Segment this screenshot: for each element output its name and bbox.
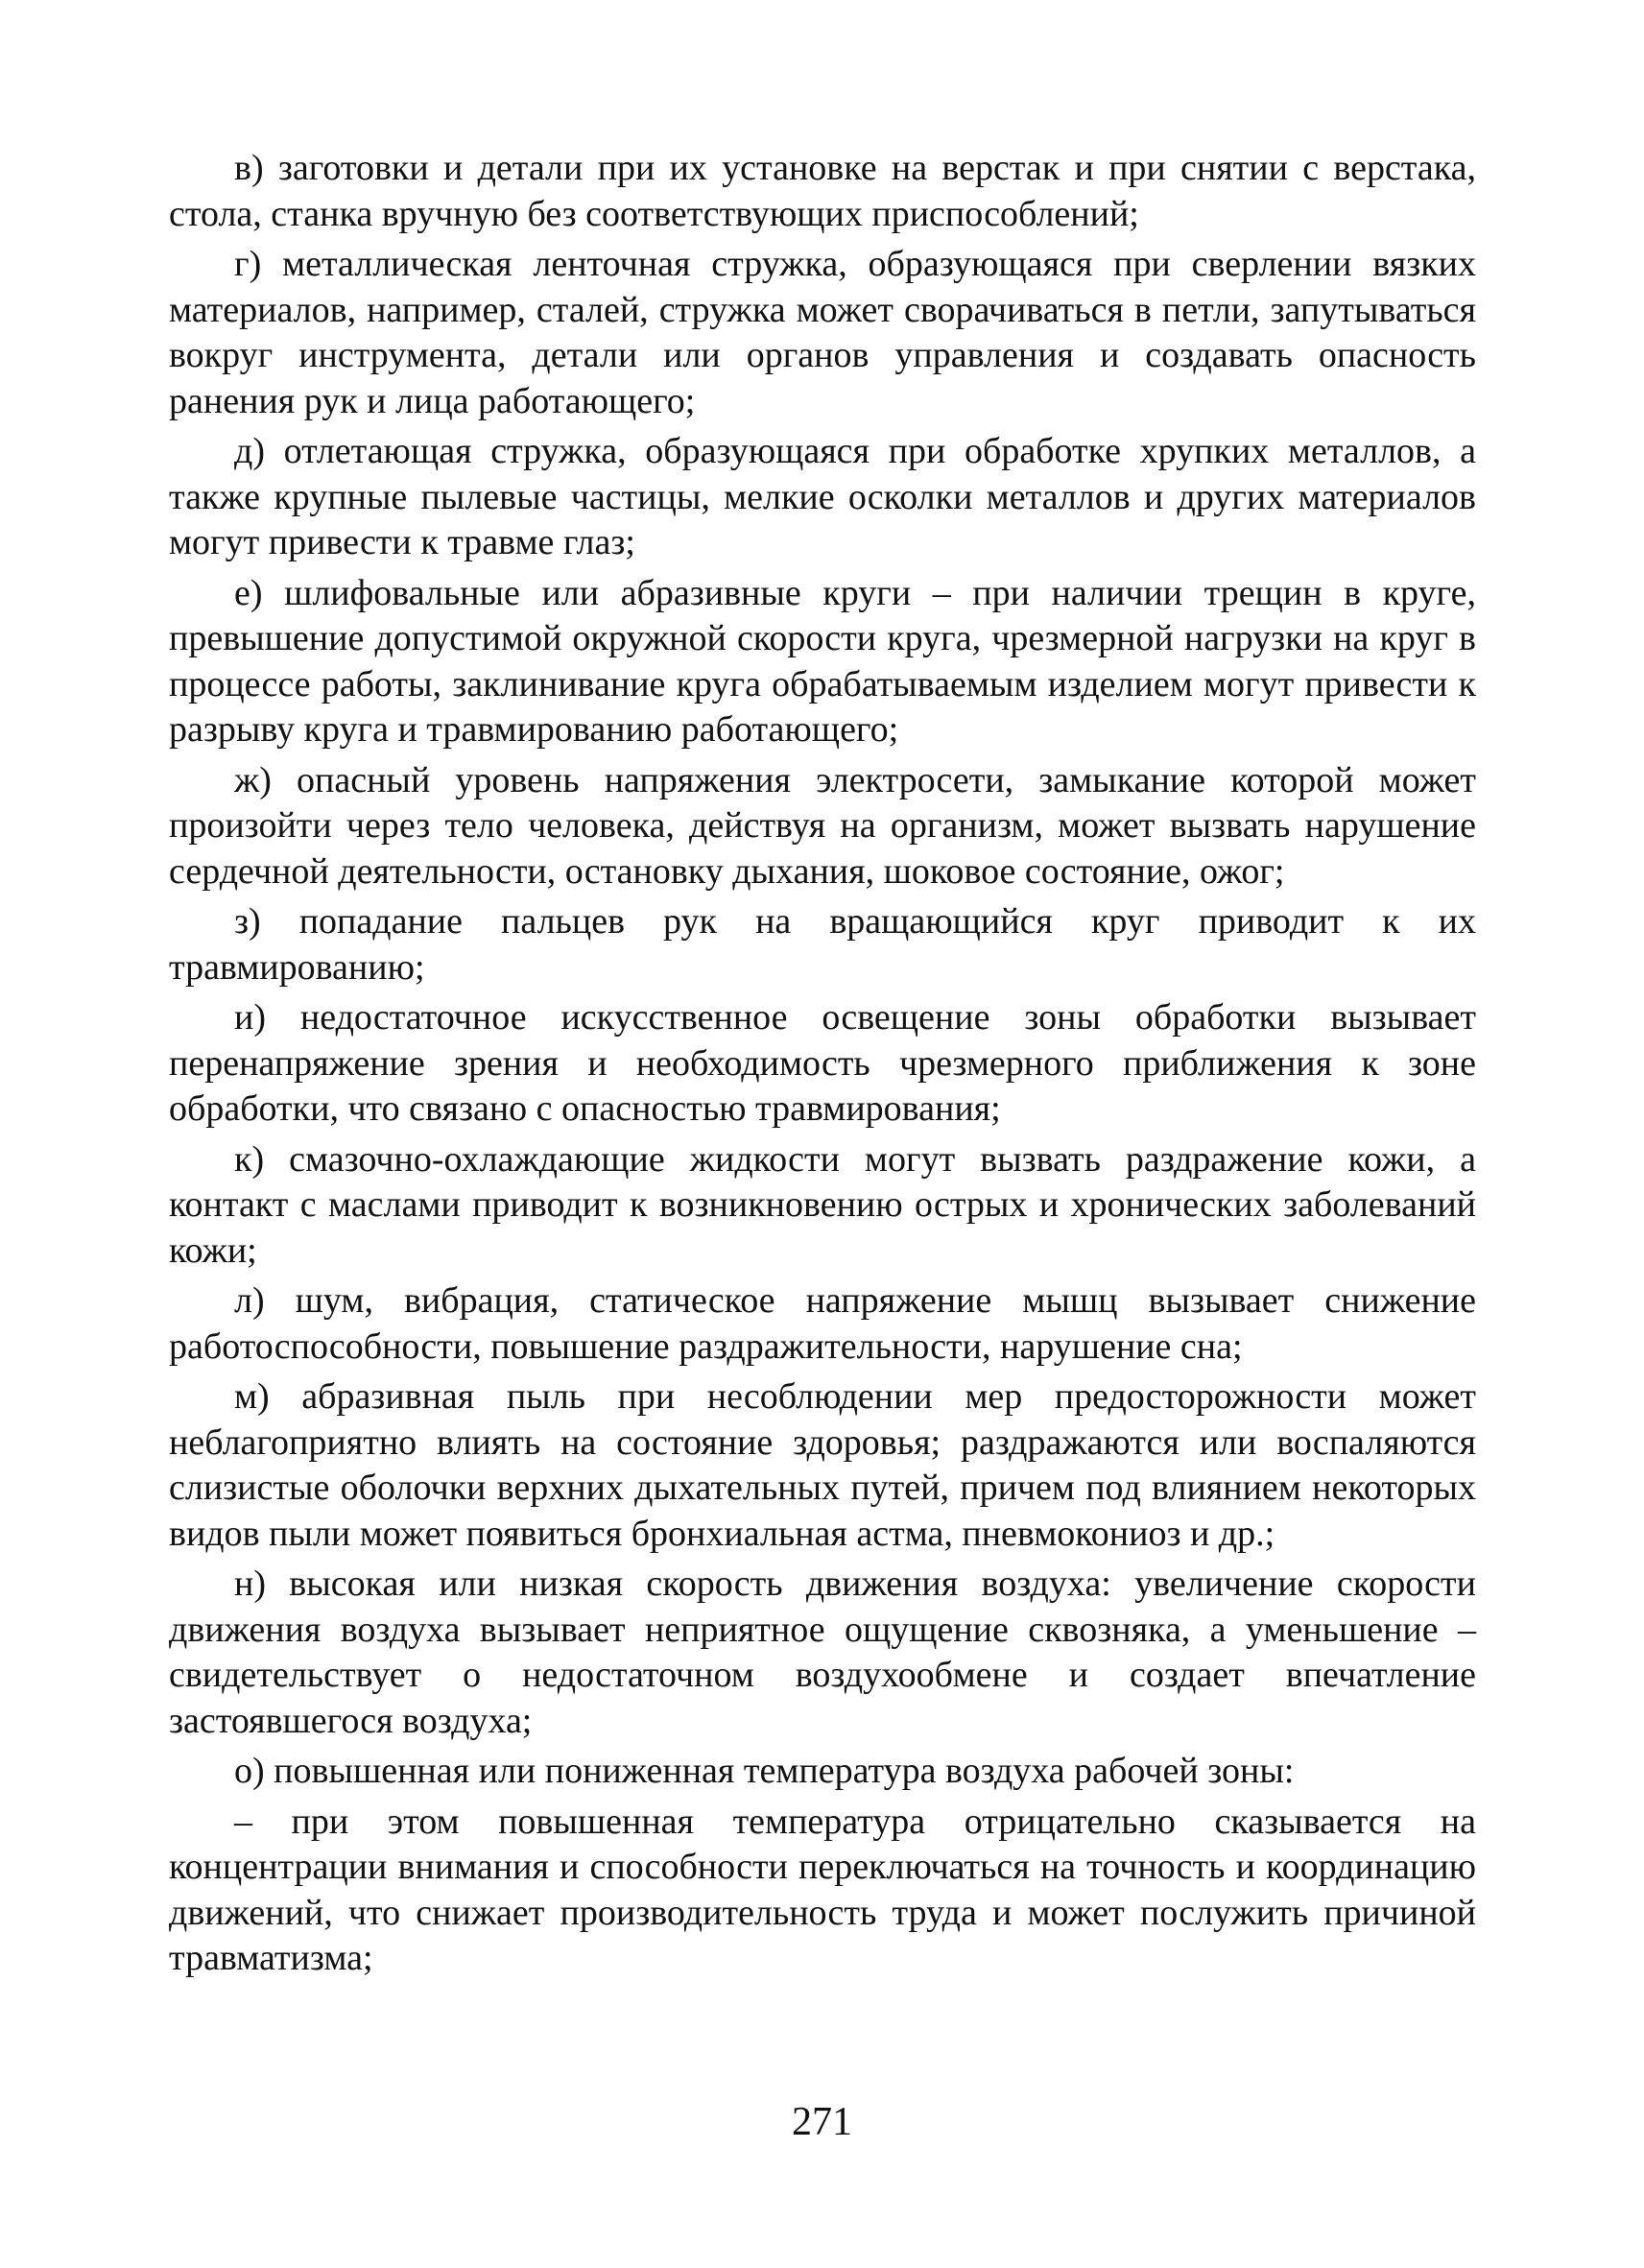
paragraph-z: з) попадание пальцев рук на вращающийся круг приводит к их травмированию;: [169, 901, 1476, 988]
paragraph-d: д) отлетающая стружка, образующаяся при обработке хрупких металлов, а также крупные пылевые частицы, мелкие осколки металлов и других материалов могут привести к травме глаз;: [169, 431, 1476, 562]
paragraph-m: м) абразивная пыль при несоблюдении мер предосторожности может неблагоприятно влиять на состояние здоровья; раздражаются или воспаляются слизистые оболочки верхних дыхательных путей, причем под влиянием некоторых видов пыли может появиться бронхиальная астма, пневмокониоз и др.;: [169, 1376, 1476, 1554]
paragraph-l: л) шум, вибрация, статическое напряжение мышц вызывает снижение работоспособности, повышение раздражительности, нарушение сна;: [169, 1280, 1476, 1367]
paragraph-o: о) повышенная или пониженная температура воздуха рабочей зоны:: [234, 1751, 1295, 1791]
body-text: [169, 146, 1476, 1987]
page-number: 271: [792, 2100, 852, 2144]
paragraph-n: н) высокая или низкая скорость движения воздуха: увеличение скорости движения воздуха вызывает неприятное ощущение сквозняка, а уменьшение – свидетельствует о недостаточном воздухообмене и создает впечатление застоявшегося воздуха;: [169, 1564, 1476, 1741]
paragraph-e: е) шлифовальные или абразивные круги – при наличии трещин в круге, превышение допустимой окружной скорости круга, чрезмерной нагрузки на круг в процессе работы, заклинивание круга обрабатываемым изделием могут привести к разрыву круга и травмированию работающего;: [169, 572, 1476, 750]
paragraph-zh: ж) опасный уровень напряжения электросети, замыкание которой может произойти через тело человека, действуя на организм, может вызвать нарушение сердечной деятельности, остановку дыхания, шоковое состояние, ожог;: [169, 759, 1476, 892]
paragraph-g: г) металлическая ленточная стружка, образующаяся при сверлении вязких материалов, например, сталей, стружка может сворачиваться в петли, запутываться вокруг инструмента, детали или органов управления и создавать опасность ранения рук и лица работающего;: [169, 244, 1476, 421]
paragraph-k: к) смазочно-охлаждающие жидкости могут вызвать раздражение кожи, а контакт с маслами приводит к возникновению острых и хронических заболеваний кожи;: [169, 1138, 1476, 1271]
paragraph-i: и) недостаточное искусственное освещение зоны обработки вызывает перенапряжение зрения и необходимость чрезмерного приближения к зоне обработки, что связано с опасностью травмирования;: [169, 997, 1476, 1129]
paragraph-v: в) заготовки и детали при их установке на верстак и при снятии с верстака, стола, станка вручную без соответствующих приспособлений;: [169, 148, 1476, 234]
paragraph-o-dash: – при этом повышенная температура отрицательно сказывается на концентрации внимания и способности переключаться на точность и координацию движений, что снижает производительность труда и может послужить причиной травматизма;: [169, 1801, 1476, 1978]
